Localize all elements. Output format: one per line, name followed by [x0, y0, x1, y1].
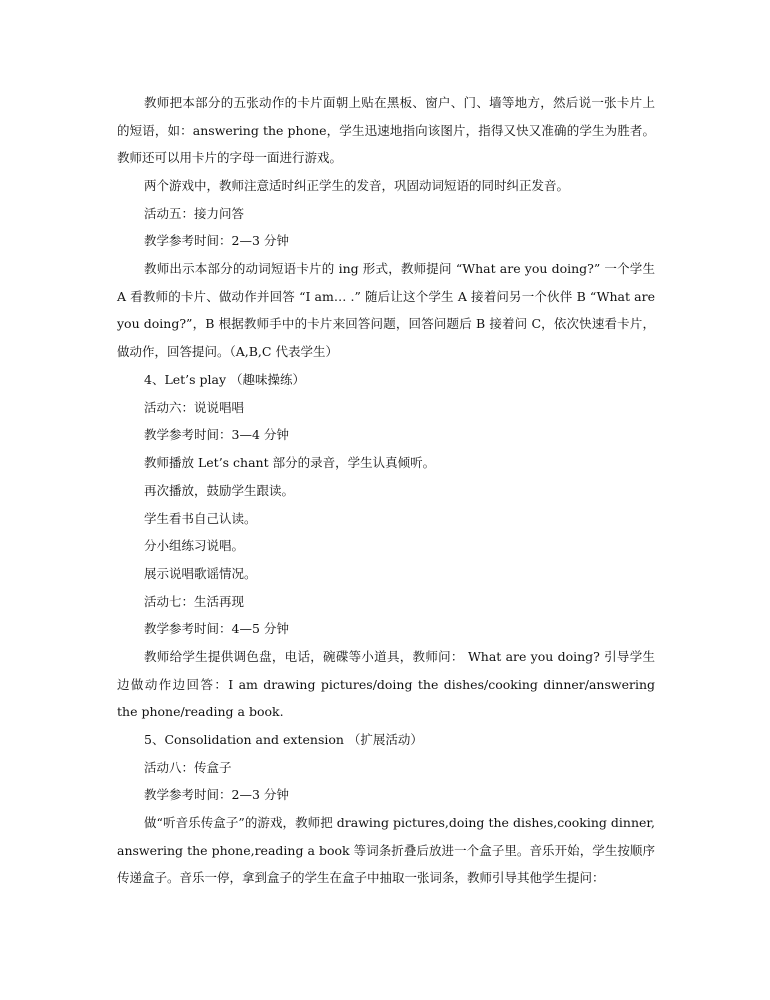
text-block — [117, 89, 655, 172]
time-note: 教学参考时间：2—3 分钟 — [144, 787, 289, 803]
time-note: 教学参考时间：4—5 分钟 — [144, 621, 289, 637]
section-heading: 活动五：接力问答 — [144, 205, 245, 221]
paragraph: 两个游戏中，教师注意适时纠正学生的发音，巩固动词短语的同时纠正发音。 — [144, 178, 570, 193]
section-heading: 活动八：传盒子 — [144, 759, 232, 775]
paragraph: 教师出示本部分的动词短语卡片的 ing 形式，教师提问 “What are you doing?” 一个学生 A 看教师的卡片、做动作并回答 “I am… .” 随后让这个学生 A 接着问另一个伙伴 B “What are you doing?”，B 根据教师手中的卡片来回答问题，回答问题后 B 接着问 C，依次快速看卡片，做动作，回答提问。（A,B,C 代表学生） — [117, 261, 655, 360]
paragraph: 做“听音乐传盒子”的游戏，教师把 drawing pictures,doing the dishes,cooking dinner, answering the phone,reading a book 等词条折叠后放进一个盒子里。音乐开始，学生按顺序传递盒子。音乐一停，拿到盒子的学生在盒子中抽取一张词条，教师引导其他学生提问： — [117, 815, 655, 886]
text-block — [117, 255, 655, 366]
paragraph: 教师给学生提供调色盘，电话，碗碟等小道具，教师问： What are you doing? 引导学生边做动作边回答：I am drawing pictures/doing the dishes/cooking dinner/answering the phone/reading a book. — [117, 649, 655, 720]
paragraph: 教师播放 Let’s chant 部分的录音，学生认真倾听。 — [144, 455, 436, 471]
text-block — [117, 726, 655, 809]
section-heading: 4、Let’s play （趣味操练） — [144, 372, 306, 387]
paragraph: 展示说唱歌谣情况。 — [144, 565, 257, 581]
text-block — [117, 643, 655, 726]
text-block — [117, 809, 655, 892]
time-note: 教学参考时间：3—4 分钟 — [144, 427, 289, 443]
section-heading: 活动六：说说唱唱 — [144, 399, 245, 415]
text-block — [117, 366, 655, 643]
section-heading: 活动七：生活再现 — [144, 593, 245, 609]
time-note: 教学参考时间：2—3 分钟 — [144, 233, 289, 249]
section-heading: 5、Consolidation and extension （扩展活动） — [144, 732, 423, 747]
paragraph: 学生看书自己认读。 — [144, 510, 257, 526]
paragraph: 分小组练习说唱。 — [144, 538, 245, 554]
text-block — [117, 172, 655, 255]
paragraph: 再次播放，鼓励学生跟读。 — [144, 482, 295, 498]
paragraph: 教师把本部分的五张动作的卡片面朝上贴在黑板、窗户、门、墙等地方，然后说一张卡片上的短语，如：answering the phone，学生迅速地指向该图片，指得又快又准确的学生为胜者。教师还可以用卡片的字母一面进行游戏。 — [117, 95, 655, 166]
